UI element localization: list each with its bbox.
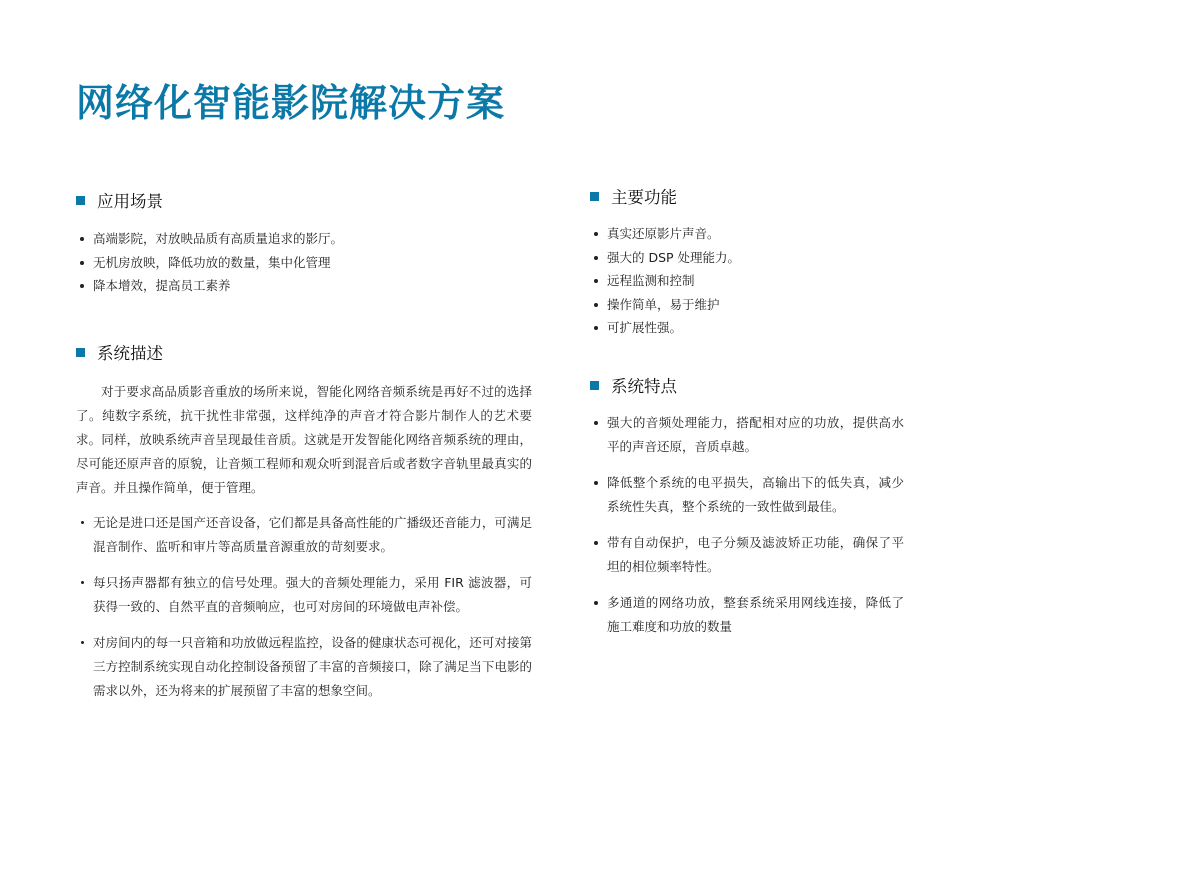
list-item: 高端影院，对放映品质有高质量追求的影厅。 [80,227,343,251]
description-point-2 [76,571,532,619]
square-bullet-icon [76,196,85,205]
square-bullet-icon [590,381,599,390]
list-item: 强大的音频处理能力，搭配相对应的功放，提供高水平的声音还原，音质卓越。 [594,411,904,459]
page-title: 网络化智能影院解决方案 [76,81,506,125]
feature-item-3 [594,531,904,579]
feature-item-1 [594,411,904,459]
list-item: 降低整个系统的电平损失，高输出下的低失真，减少系统性失真，整个系统的一致性做到最佳。 [594,471,904,519]
list-item: 强大的 DSP 处理能力。 [594,246,740,270]
description-point-1 [76,511,532,559]
list-item: 降本增效，提高员工素养 [80,274,343,298]
functions-list [594,222,740,340]
features-heading-text: 系统特点 [611,377,677,396]
square-bullet-icon [590,192,599,201]
bullet-dot-icon [80,237,84,241]
bullet-dot-icon [594,326,598,330]
application-heading-text: 应用场景 [97,192,163,211]
bullet-dot-icon [594,256,598,260]
functions-heading-text: 主要功能 [611,188,677,207]
bullet-dot-icon [80,261,84,265]
list-item: 操作简单，易于维护 [594,293,740,317]
application-list [80,227,343,298]
description-section-heading [76,340,163,364]
bullet-dot-icon [594,303,598,307]
list-item: 可扩展性强。 [594,316,740,340]
feature-item-4 [594,591,904,639]
square-bullet-icon [76,348,85,357]
bullet-dot-icon [594,541,598,545]
bullet-dot-icon [81,641,84,644]
bullet-dot-icon [81,581,84,584]
list-item: 多通道的网络功放，整套系统采用网线连接，降低了施工难度和功放的数量 [594,591,904,639]
description-paragraph: 对于要求高品质影音重放的场所来说，智能化网络音频系统是再好不过的选择了。纯数字系统，抗干扰性非常强，这样纯净的声音才符合影片制作人的艺术要求。同样，放映系统声音呈现最佳音质。这就是开发智能化网络音频系统的理由，尽可能还原声音的原貌，让音频工程师和观众听到混音后或者数字音轨里最真实的声音。并且操作简单，便于管理。 [76,384,532,495]
bullet-dot-icon [80,284,84,288]
bullet-dot-icon [594,601,598,605]
bullet-dot-icon [594,232,598,236]
list-item: 带有自动保护，电子分频及滤波矫正功能，确保了平坦的相位频率特性。 [594,531,904,579]
features-section-heading [590,373,677,397]
description-point-3 [76,631,532,703]
list-item: 真实还原影片声音。 [594,222,740,246]
description-heading-text: 系统描述 [97,344,163,363]
bullet-dot-icon [594,481,598,485]
bullet-dot-icon [81,521,84,524]
list-item: 对房间内的每一只音箱和功放做远程监控，设备的健康状态可视化，还可对接第三方控制系统实现自动化控制设备预留了丰富的音频接口，除了满足当下电影的需求以外，还为将来的扩展预留了丰富的想象空间。 [76,631,532,703]
bullet-dot-icon [594,421,598,425]
list-item: 无机房放映，降低功放的数量，集中化管理 [80,251,343,275]
list-item: 每只扬声器都有独立的信号处理。强大的音频处理能力，采用 FIR 滤波器，可获得一致的、自然平直的音频响应，也可对房间的环境做电声补偿。 [76,571,532,619]
feature-item-2 [594,471,904,519]
bullet-dot-icon [594,279,598,283]
list-item: 无论是进口还是国产还音设备，它们都是具备高性能的广播级还音能力，可满足混音制作、监听和审片等高质量音源重放的苛刻要求。 [76,511,532,559]
list-item: 远程监测和控制 [594,269,740,293]
functions-section-heading [590,184,677,208]
application-section-heading [76,188,163,212]
